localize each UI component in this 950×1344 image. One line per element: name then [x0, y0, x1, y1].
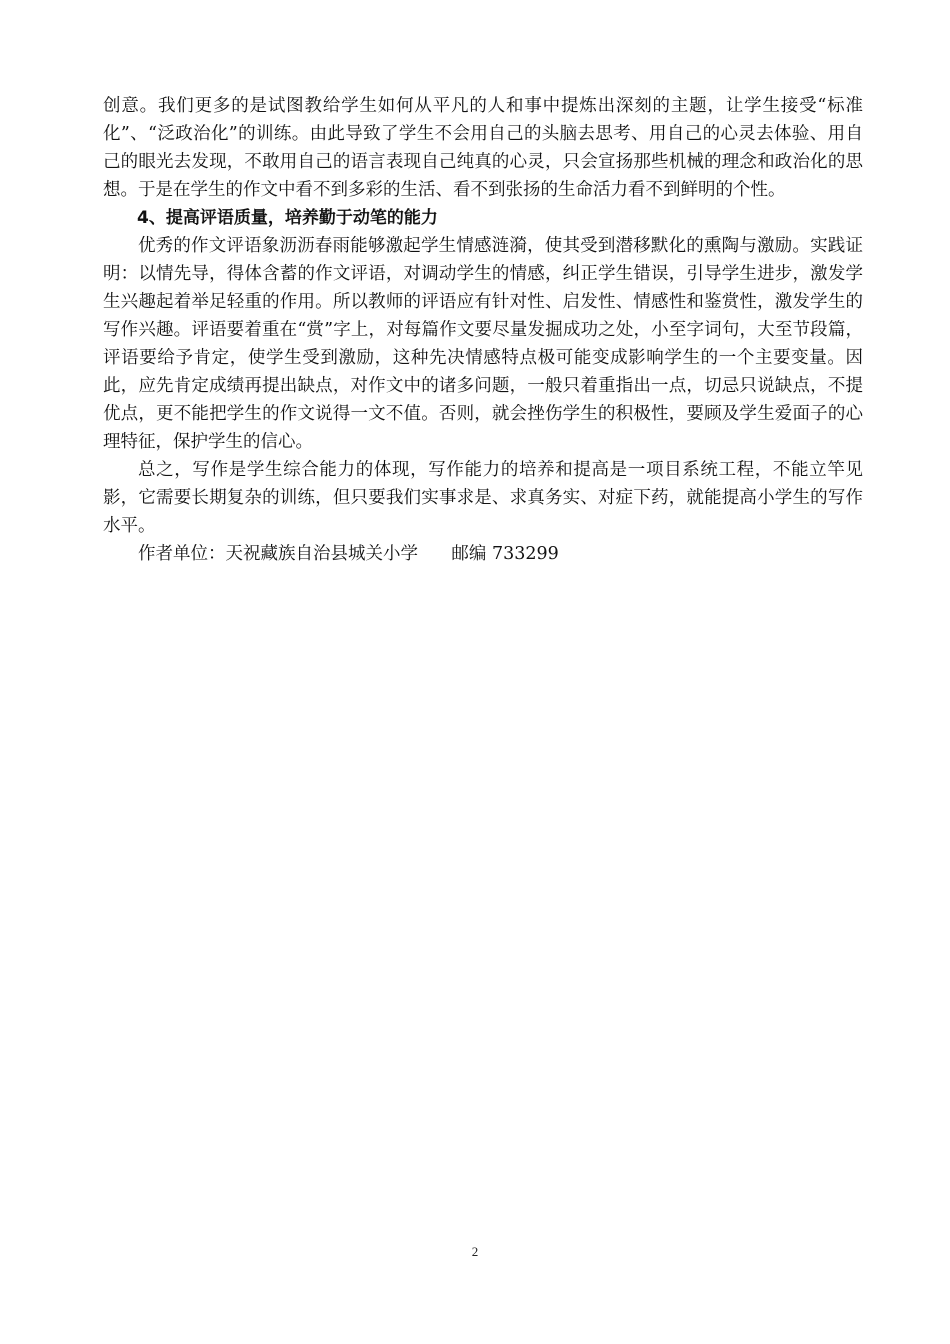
section-paragraph: 优秀的作文评语象沥沥春雨能够激起学生情感涟漪，使其受到潜移默化的熏陶与激励。实践证明：以情先导，得体含蓄的作文评语，对调动学生的情感，纠正学生错误，引导学生进步，激发学生兴趣起着举足轻重的作用。所以教师的评语应有针对性、启发性、情感性和鉴赏性，激发学生的写作兴趣。评语要着重在“赏”字上，对每篇作文要尽量发掘成功之处，小至字词句，大至节段篇，评语要给予肯定，使学生受到激励，这种先决情感特点极可能变成影响学生的一个主要变量。因此，应先肯定成绩再提出缺点，对作文中的诸多问题，一般只着重指出一点，切忌只说缺点，不提优点，更不能把学生的作文说得一文不值。否则，就会挫伤学生的积极性，要顾及学生爱面子的心理特征，保护学生的信心。 — [103, 236, 863, 452]
body-paragraph-continued: 创意。我们更多的是试图教给学生如何从平凡的人和事中提炼出深刻的主题，让学生接受“标准化”、“泛政治化”的训练。由此导致了学生不会用自己的头脑去思考、用自己的心灵去体验、用自己的眼光去发现，不敢用自己的语言表现自己纯真的心灵，只会宣扬那些机械的理念和政治化的思想。于是在学生的作文中看不到多彩的生活、看不到张扬的生命活力看不到鲜明的个性。 — [103, 96, 863, 200]
conclusion-paragraph: 总之，写作是学生综合能力的体现，写作能力的培养和提高是一项目系统工程，不能立竿见影，它需要长期复杂的训练，但只要我们实事求是、求真务实、对症下药，就能提高小学生的写作水平。 — [103, 460, 863, 536]
section-heading: 4、提高评语质量，培养勤于动笔的能力 — [137, 208, 438, 228]
author-unit: 作者单位：天祝藏族自治县城关小学 邮编 733299 — [138, 544, 559, 564]
document-body — [103, 92, 863, 568]
page-number: 2 — [471, 1244, 479, 1259]
